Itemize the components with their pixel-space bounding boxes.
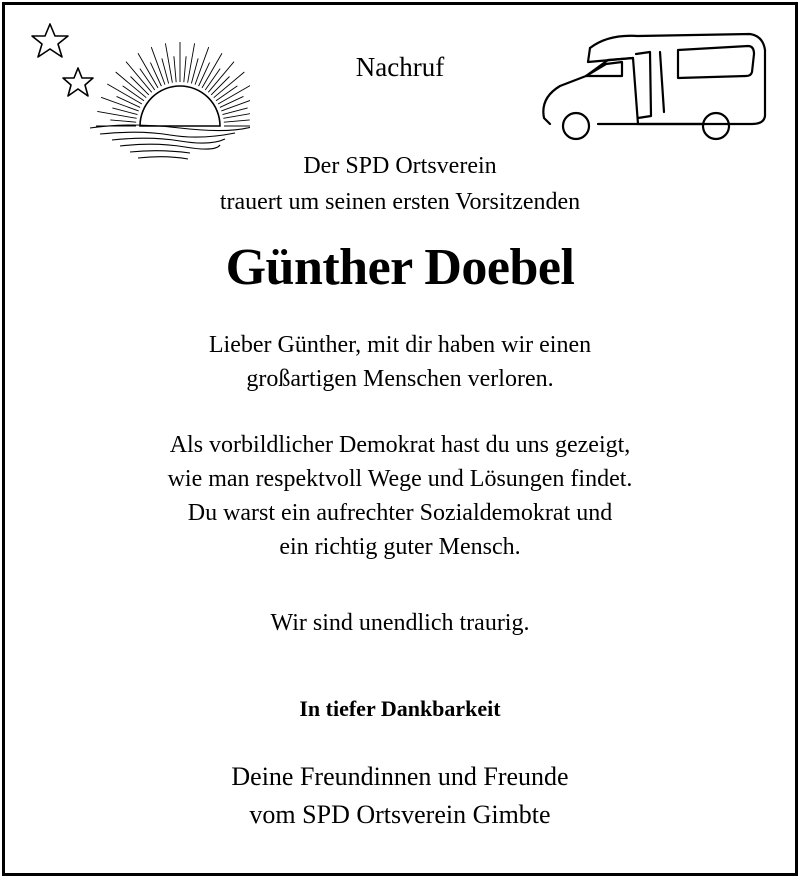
sun-ray xyxy=(117,96,141,107)
paragraph-tribute xyxy=(0,328,800,396)
sun-ray xyxy=(110,120,136,122)
organization-block xyxy=(0,148,800,220)
signature-line: vom SPD Ortsverein Gimbte xyxy=(249,800,551,829)
signature-block xyxy=(0,758,800,834)
sun-ray xyxy=(220,96,244,107)
organization-line: trauert um seinen ersten Vorsitzenden xyxy=(219,189,581,215)
organization-line: Der SPD Ortsverein xyxy=(303,153,497,179)
text-line: Lieber Günther, mit dir haben wir einen xyxy=(208,332,592,358)
text-line: ein richtig guter Mensch. xyxy=(279,534,521,560)
text-line: Du warst ein aufrechter Sozialdemokrat und xyxy=(187,500,613,526)
heading-nachruf: Nachruf xyxy=(355,52,445,82)
text-line: Als vorbildlicher Demokrat hast du uns gezeigt, xyxy=(169,432,631,458)
sun-ray xyxy=(223,111,250,118)
closing-line: In tiefer Dankbarkeit xyxy=(299,696,501,721)
paragraph-memory xyxy=(0,428,800,564)
paragraph-grief: Wir sind unendlich traurig. xyxy=(270,610,530,636)
deceased-name: Günther Doebel xyxy=(225,239,575,296)
text-line: wie man respektvoll Wege und Lösungen findet. xyxy=(167,466,633,492)
signature-line: Deine Freundinnen und Freunde xyxy=(231,762,569,791)
camper-van-icon xyxy=(538,28,773,148)
text-line: großartigen Menschen verloren. xyxy=(246,366,554,392)
sun-ray xyxy=(224,120,250,122)
